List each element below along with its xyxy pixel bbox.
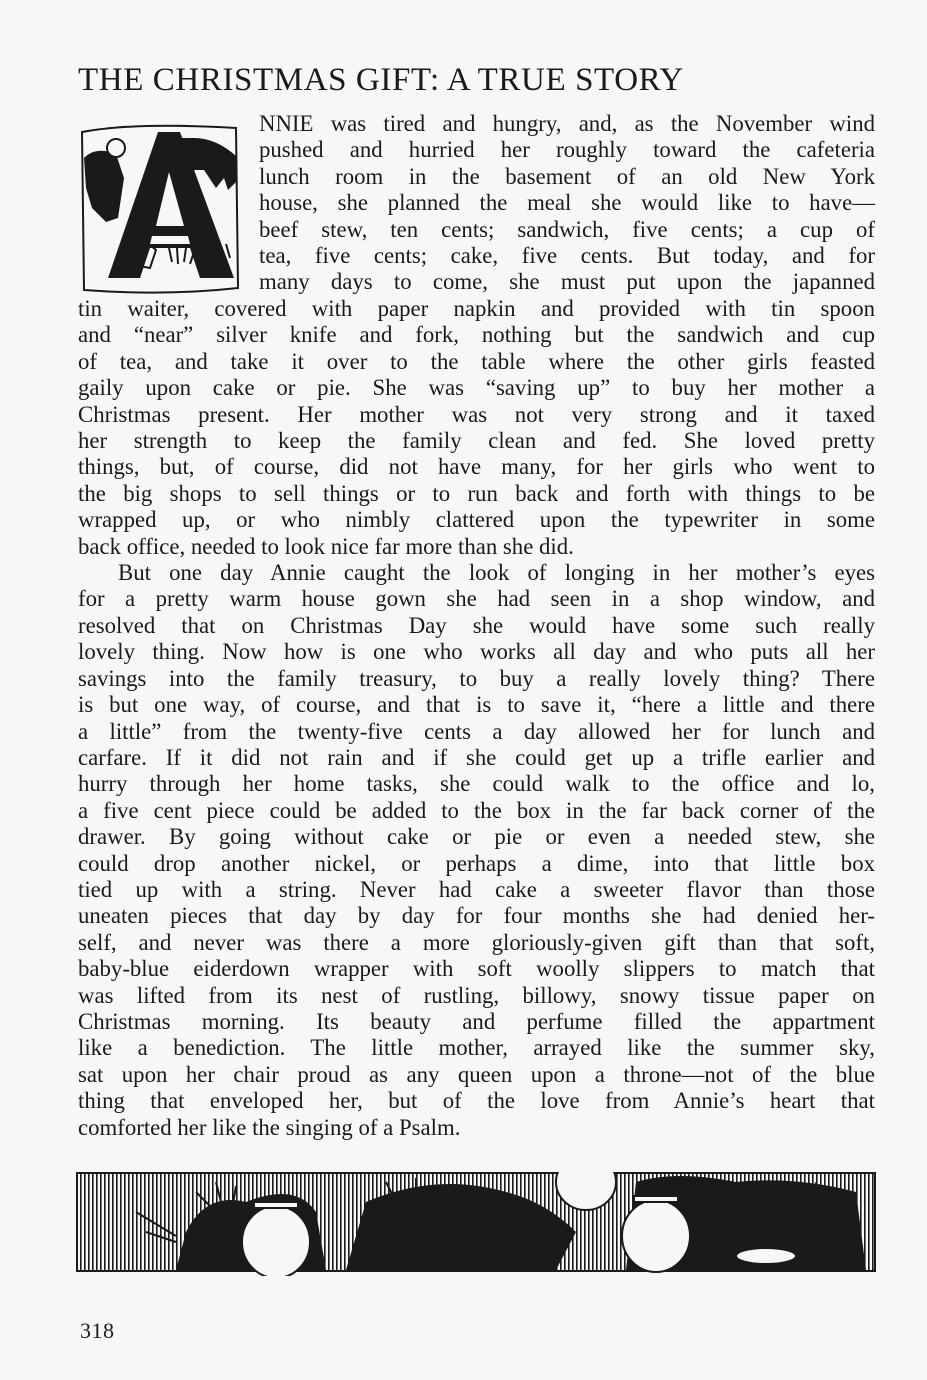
body-paragraphs: [78, 296, 875, 1141]
text-line: was lifted from its nest of rustling, billowy, snowy tissue paper on: [78, 982, 875, 1008]
text-line: house, she planned the meal she would like to have—: [259, 190, 875, 216]
text-line: could drop another nickel, or perhaps a dime, into that little box: [78, 850, 875, 876]
text-line: hurry through her home tasks, she could walk to the office and lo,: [78, 771, 875, 797]
text-line: tea, five cents; cake, five cents. But today, and for: [259, 243, 875, 269]
text-line: lovely thing. Now how is one who works all day and who puts all her: [78, 639, 875, 665]
text-line: like a benediction. The little mother, arrayed like the summer sky,: [78, 1035, 875, 1061]
text-line: resolved that on Christmas Day she would have some such really: [78, 612, 875, 638]
text-line: lunch room in the basement of an old New York: [259, 163, 875, 189]
text-line: savings into the family treasury, to buy a really lovely thing? There: [78, 665, 875, 691]
text-line: for a pretty warm house gown she had seen in a shop window, and: [78, 586, 875, 612]
text-line: a little” from the twenty-five cents a day allowed her for lunch and: [78, 718, 875, 744]
text-line: many days to come, she must put upon the japanned: [259, 269, 875, 295]
drop-cap-illustration: [76, 118, 242, 298]
text-line: self, and never was there a more gloriously-given gift than that soft,: [78, 929, 875, 955]
text-line: tied up with a string. Never had cake a sweeter flavor than those: [78, 876, 875, 902]
text-line: drawer. By going without cake or pie or even a needed stew, she: [78, 824, 875, 850]
text-line: beef stew, ten cents; sandwich, five cents; a cup of: [259, 216, 875, 242]
page-number: 318: [80, 1318, 115, 1343]
text-line: Christmas present. Her mother was not very strong and it taxed: [78, 401, 875, 427]
text-line: of tea, and take it over to the table where the other girls feasted: [78, 348, 875, 374]
text-line: uneaten pieces that day by day for four months she had denied her-: [78, 903, 875, 929]
text-line: NNIE was tired and hungry, and, as the November wind: [259, 111, 875, 136]
text-line: back office, needed to look nice far more than she did.: [78, 533, 574, 559]
text-line: thing that enveloped her, but of the love from Annie’s heart that: [78, 1088, 875, 1114]
text-line: pushed and hurried her roughly toward the cafeteria: [259, 137, 875, 163]
text-line: wrapped up, or who nimbly clattered upon the typewriter in some: [78, 507, 875, 533]
text-line: sat upon her chair proud as any queen upon a throne—not of the blue: [78, 1061, 875, 1087]
lantern-banner-illustration: [76, 1172, 876, 1276]
text-line: comforted her like the singing of a Psalm.: [78, 1114, 461, 1140]
text-line: Christmas morning. Its beauty and perfume filled the appartment: [78, 1008, 875, 1034]
text-line: carfare. If it did not rain and if she could get up a trifle earlier and: [78, 744, 875, 770]
decorative-banner: [76, 1172, 876, 1276]
text-line: baby-blue eiderdown wrapper with soft woolly slippers to match that: [78, 956, 875, 982]
text-line: gaily upon cake or pie. She was “saving up” to buy her mother a: [78, 375, 875, 401]
lead-paragraph: [259, 111, 875, 296]
text-line: tin waiter, covered with paper napkin and provided with tin spoon: [78, 296, 875, 321]
text-line: is but one way, of course, and that is to save it, “here a little and there: [78, 692, 875, 718]
text-line: her strength to keep the family clean and fed. She loved pretty: [78, 428, 875, 454]
story-title: THE CHRISTMAS GIFT: A TRUE STORY: [78, 62, 684, 98]
text-line: But one day Annie caught the look of longing in her mother’s eyes: [118, 560, 875, 586]
text-line: and “near” silver knife and fork, nothing but the sandwich and cup: [78, 322, 875, 348]
text-line: the big shops to sell things or to run back and forth with things to be: [78, 480, 875, 506]
illustrated-initial-a: [76, 118, 242, 298]
text-line: a five cent piece could be added to the box in the far back corner of the: [78, 797, 875, 823]
text-line: things, but, of course, did not have many, for her girls who went to: [78, 454, 875, 480]
